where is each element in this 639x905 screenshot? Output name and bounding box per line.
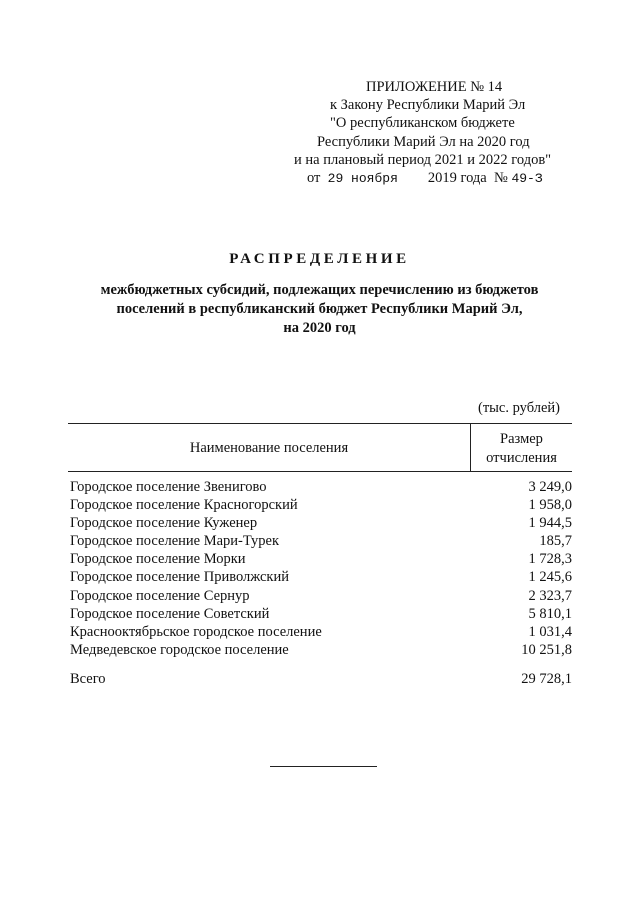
- header-deduction-size: [471, 430, 572, 468]
- deduction-value: 1 728,3: [528, 551, 572, 568]
- table-top-border: [68, 423, 572, 424]
- attachment-law-name-3: и на плановый период 2021 и 2022 годов": [294, 151, 552, 168]
- table-row: [70, 623, 572, 641]
- law-number: 49-З: [511, 171, 543, 187]
- table-row: [70, 532, 572, 550]
- document-subtitle: [0, 281, 639, 338]
- attachment-block: [290, 78, 580, 188]
- table-row: [70, 514, 572, 532]
- deduction-value: 10 251,8: [521, 641, 572, 658]
- settlement-name: Городское поселение Советский: [70, 605, 270, 622]
- settlement-name: Городское поселение Куженер: [70, 515, 258, 532]
- header-settlement-name: Наименование поселения: [189, 440, 349, 456]
- table-row: [70, 478, 572, 496]
- table-header-bottom-border: [68, 471, 572, 472]
- attachment-law-name-1: "О республиканском бюджете: [330, 115, 515, 132]
- settlement-name: Краснооктябрьское городское поселение: [70, 623, 322, 640]
- table-row: [70, 568, 572, 586]
- settlement-name: Городское поселение Приволжский: [70, 569, 290, 586]
- settlement-name: Городское поселение Звенигово: [70, 479, 267, 495]
- table-row: [70, 641, 572, 659]
- table-row: [70, 496, 572, 514]
- subtitle-line-2: поселений в республиканский бюджет Республики Марий Эл,: [116, 301, 523, 317]
- table-row: [70, 587, 572, 605]
- deduction-value: 2 323,7: [528, 587, 572, 604]
- deduction-value: 3 249,0: [528, 479, 572, 495]
- attachment-law-ref: к Закону Республики Марий Эл: [330, 97, 526, 114]
- date-year: 2019 года: [427, 170, 487, 187]
- subtitle-line-1: межбюджетных субсидий, подлежащих перечислению из бюджетов: [100, 282, 539, 298]
- settlement-name: Городское поселение Красногорский: [70, 497, 298, 514]
- table-total-row: [70, 670, 572, 688]
- deduction-value: 1 958,0: [528, 497, 572, 514]
- settlement-name: Городское поселение Морки: [70, 551, 246, 568]
- deduction-value: 5 810,1: [528, 605, 572, 622]
- settlement-name: Медведевское городское поселение: [70, 641, 289, 658]
- end-of-document-line: [270, 766, 377, 767]
- attachment-title: ПРИЛОЖЕНИЕ № 14: [366, 79, 503, 95]
- settlement-name: Городское поселение Мари-Турек: [70, 533, 280, 550]
- header-size-line-2: отчисления: [486, 450, 557, 466]
- total-label: Всего: [70, 671, 106, 687]
- header-size-line-1: Размер: [500, 431, 543, 447]
- document-title: РАСПРЕДЕЛЕНИЕ: [229, 251, 410, 267]
- deduction-value: 1 031,4: [528, 623, 572, 640]
- deduction-value: 185,7: [539, 533, 572, 550]
- deduction-value: 1 245,6: [528, 569, 572, 586]
- total-value: 29 728,1: [521, 671, 572, 687]
- date-prefix: от: [307, 170, 321, 187]
- deduction-value: 1 944,5: [528, 515, 572, 532]
- number-prefix: №: [493, 170, 508, 187]
- units-label: (тыс. рублей): [478, 400, 560, 416]
- attachment-law-name-2: Республики Марий Эл на 2020 год: [317, 133, 530, 150]
- settlement-name: Городское поселение Сернур: [70, 587, 250, 604]
- table-body: [70, 478, 572, 659]
- subtitle-line-3: на 2020 год: [283, 320, 356, 336]
- date-day-month: 29 ноября: [327, 171, 398, 187]
- table-row: [70, 550, 572, 568]
- attachment-date-line: [290, 169, 580, 188]
- table-row: [70, 605, 572, 623]
